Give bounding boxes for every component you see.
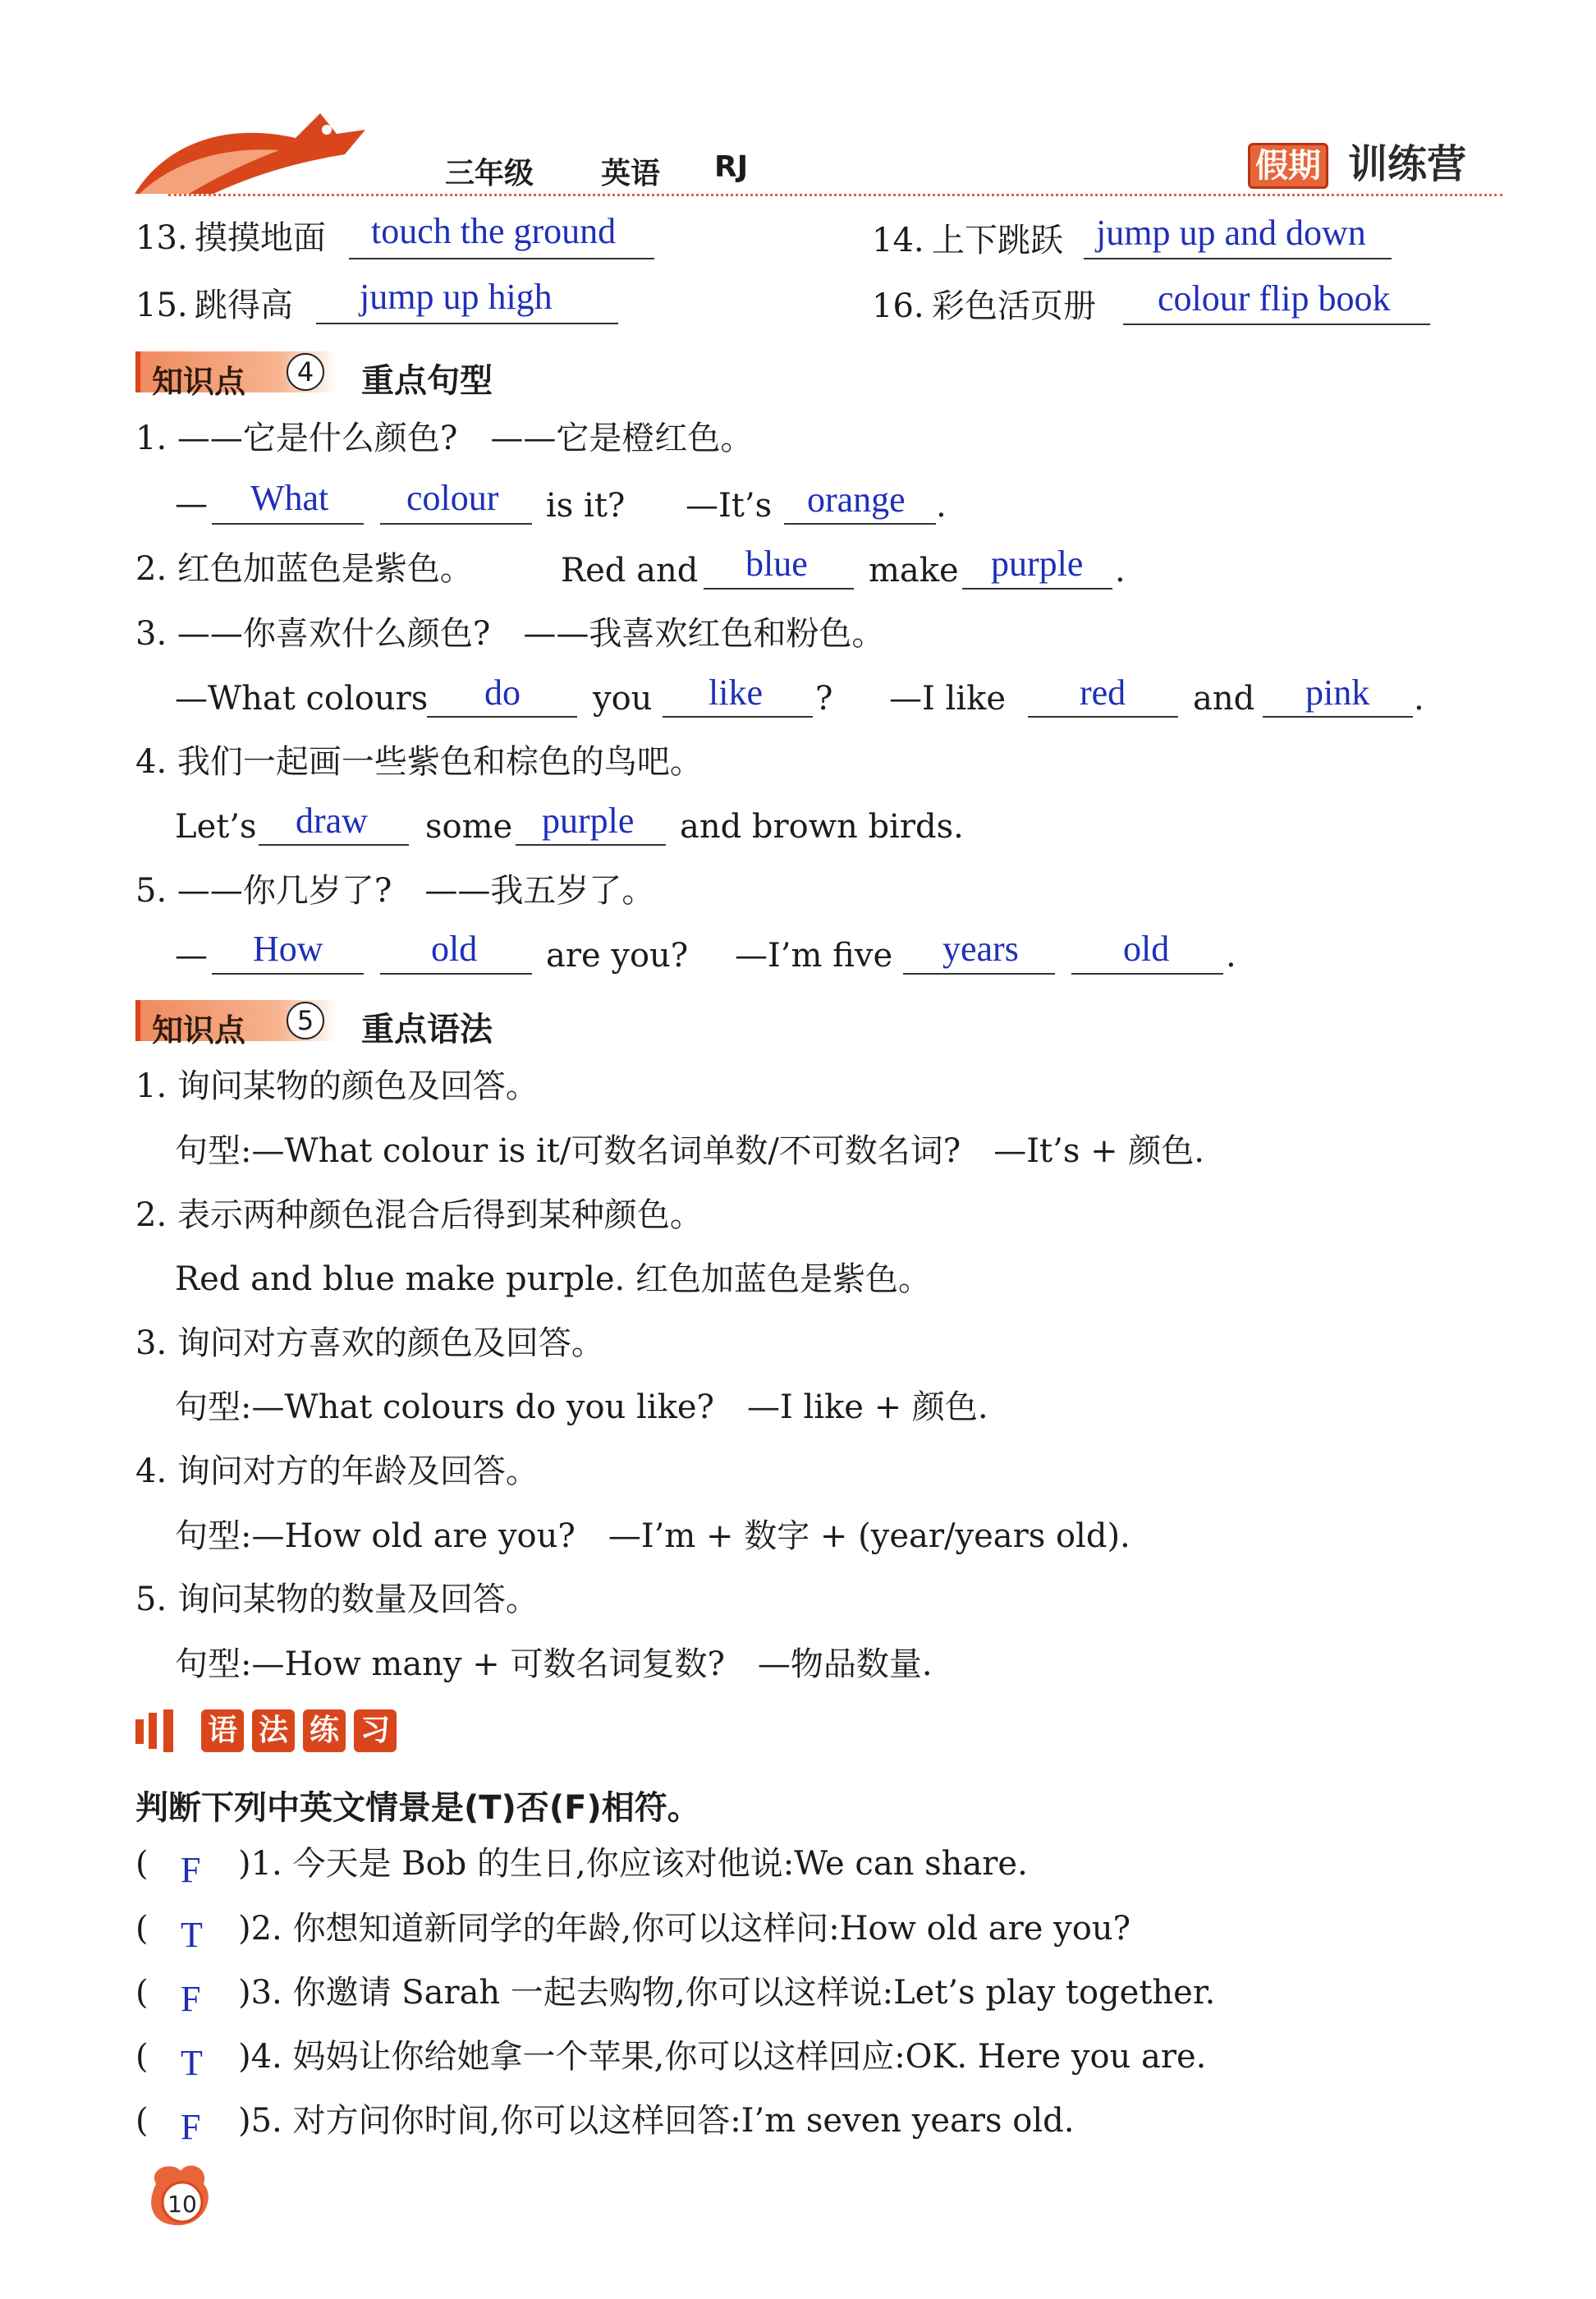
section-badge-label: 知识点 [152,1012,246,1049]
practice-title-char: 练 [303,1709,346,1752]
phrase-chinese: 跳得高 [195,287,293,324]
grammar-detail: 句型:—How many + 可数名词复数? —物品数量. [175,1645,933,1683]
answer-text: orange [807,480,906,520]
period: . [1414,680,1424,718]
practice-title [201,1709,415,1752]
period: . [1226,937,1236,975]
practice-text: )4. 妈妈让你给她拿一个苹果,你可以这样回应:OK. Here you are. [238,2038,1207,2076]
sentence-text: —It’s [686,487,773,525]
grammar-detail: 句型:—What colours do you like? —I like + 颜色. [175,1388,988,1426]
period: . [1115,552,1126,590]
answer-text: purple [991,544,1084,584]
practice-title-char: 习 [354,1709,397,1752]
sentence-text: Red and [561,552,699,590]
grammar-detail: 句型:—What colour is it/可数名词单数/不可数名词? —It’s + 颜色. [175,1132,1205,1170]
subject-label: 英语 [601,157,661,190]
grade-label: 三年级 [445,157,534,190]
answer-blank [1084,258,1392,259]
sentence-text: is it? [546,487,626,525]
answer-blank [516,844,666,846]
answer-text: years [942,929,1019,969]
practice-answer: T [181,1915,203,1955]
phrase-answer: jump up high [360,277,553,317]
grammar-detail: 句型:—How old are you? —I’m + 数字 + (year/years old). [175,1517,1130,1555]
dragon-logo-icon [131,97,369,200]
section-badge-label: 知识点 [152,364,246,400]
answer-blank [380,973,532,975]
practice-text: )1. 今天是 Bob 的生日,你应该对他说:We can share. [238,1845,1028,1883]
answer-text: How [253,929,323,969]
phrase-number: 13. [135,219,188,257]
answer-blank [259,844,409,846]
section-badge [135,1000,337,1049]
section-number: 4 [287,353,324,391]
phrase-answer: colour flip book [1158,278,1391,319]
answer-text: old [1123,929,1170,969]
answer-blank [212,523,364,525]
dash: — [175,937,208,975]
section-title: 重点句型 [361,362,493,400]
sentence-text: —I like [889,680,1007,718]
answer-text: What [250,478,329,518]
practice-answer: F [181,1850,201,1890]
sentence-text: are you? [546,937,689,975]
practice-text: )5. 对方问你时间,你可以这样回答:I’m seven years old. [238,2102,1075,2140]
sentence-text: you [593,680,653,718]
phrase-chinese: 摸摸地面 [195,219,326,257]
sentence-text: Let’s [175,808,257,846]
dash: — [175,485,208,523]
sentence-chinese: 3. ——你喜欢什么颜色? ——我喜欢红色和粉色。 [135,615,885,653]
page-number: 10 [167,2191,197,2218]
answer-blank [1071,973,1223,975]
answer-blank [380,523,532,525]
open-paren: ( [135,2038,149,2076]
brand-highlight: 假期 [1248,143,1328,189]
phrase-chinese: 彩色活页册 [932,287,1096,325]
grammar-detail: Red and blue make purple. 红色加蓝色是紫色。 [175,1260,931,1298]
period: . [936,487,947,525]
phrase-chinese: 上下跳跃 [932,222,1063,259]
answer-blank [427,716,577,718]
answer-blank [962,588,1112,590]
answer-text: pink [1305,672,1370,713]
open-paren: ( [135,1974,149,2012]
grammar-title: 2. 表示两种颜色混合后得到某种颜色。 [135,1196,703,1234]
answer-blank [349,258,654,259]
section-badge [135,351,337,400]
sentence-chinese: 2. 红色加蓝色是紫色。 [135,550,473,588]
grammar-title: 3. 询问对方喜欢的颜色及回答。 [135,1324,604,1362]
sentence-chinese: 1. ——它是什么颜色? ——它是橙红色。 [135,420,754,457]
practice-bars-icon [135,1709,193,1752]
answer-blank [903,973,1055,975]
practice-answer: F [181,2107,201,2147]
sentence-text: and brown birds. [680,808,964,846]
sentence-text: —What colours [175,680,429,718]
practice-answer: F [181,1979,201,2019]
sentence-text: some [425,808,513,846]
answer-blank [704,588,854,590]
phrase-number: 16. [872,287,924,325]
practice-text: )2. 你想知道新同学的年龄,你可以这样问:How old are you? [238,1910,1131,1948]
page-number-badge [140,2159,218,2229]
answer-blank [663,716,813,718]
answer-blank [316,323,618,324]
open-paren: ( [135,2102,149,2140]
phrase-number: 14. [872,222,924,259]
sentence-chinese: 5. ——你几岁了? ——我五岁了。 [135,872,655,910]
open-paren: ( [135,1910,149,1948]
practice-text: )3. 你邀请 Sarah 一起去购物,你可以这样说:Let’s play together. [238,1974,1216,2012]
grammar-title: 4. 询问对方的年龄及回答。 [135,1452,539,1490]
answer-text: old [431,929,478,969]
phrase-answer: jump up and down [1096,213,1366,253]
brand-rest: 训练营 [1348,141,1467,187]
answer-blank [784,523,936,525]
answer-blank [1028,716,1178,718]
section-number: 5 [287,1002,324,1039]
answer-text: like [709,672,763,713]
answer-text: blue [745,544,808,584]
sentence-text: —I’m five [735,937,893,975]
answer-blank [212,973,364,975]
practice-title-char: 法 [252,1709,295,1752]
answer-text: colour [406,478,499,518]
section-title: 重点语法 [361,1011,493,1049]
grammar-title: 5. 询问某物的数量及回答。 [135,1581,539,1618]
sentence-text: and [1193,680,1255,718]
answer-text: purple [542,801,635,841]
phrase-number: 15. [135,287,188,324]
practice-title-char: 语 [201,1709,244,1752]
edition-label: RJ [714,150,749,184]
header-divider [168,194,1502,196]
answer-text: do [484,672,521,713]
sentence-text: make [869,552,959,590]
open-paren: ( [135,1845,149,1883]
sentence-chinese: 4. 我们一起画一些紫色和棕色的鸟吧。 [135,743,703,781]
answer-text: draw [296,801,368,841]
phrase-answer: touch the ground [371,211,617,251]
answer-text: red [1080,672,1126,713]
answer-blank [1263,716,1413,718]
grammar-title: 1. 询问某物的颜色及回答。 [135,1067,539,1105]
answer-blank [1123,324,1430,325]
sentence-text: ? [815,680,833,718]
practice-instruction: 判断下列中英文情景是(T)否(F)相符。 [135,1789,700,1827]
brand-logo [1248,143,1511,189]
practice-answer: T [181,2043,203,2083]
